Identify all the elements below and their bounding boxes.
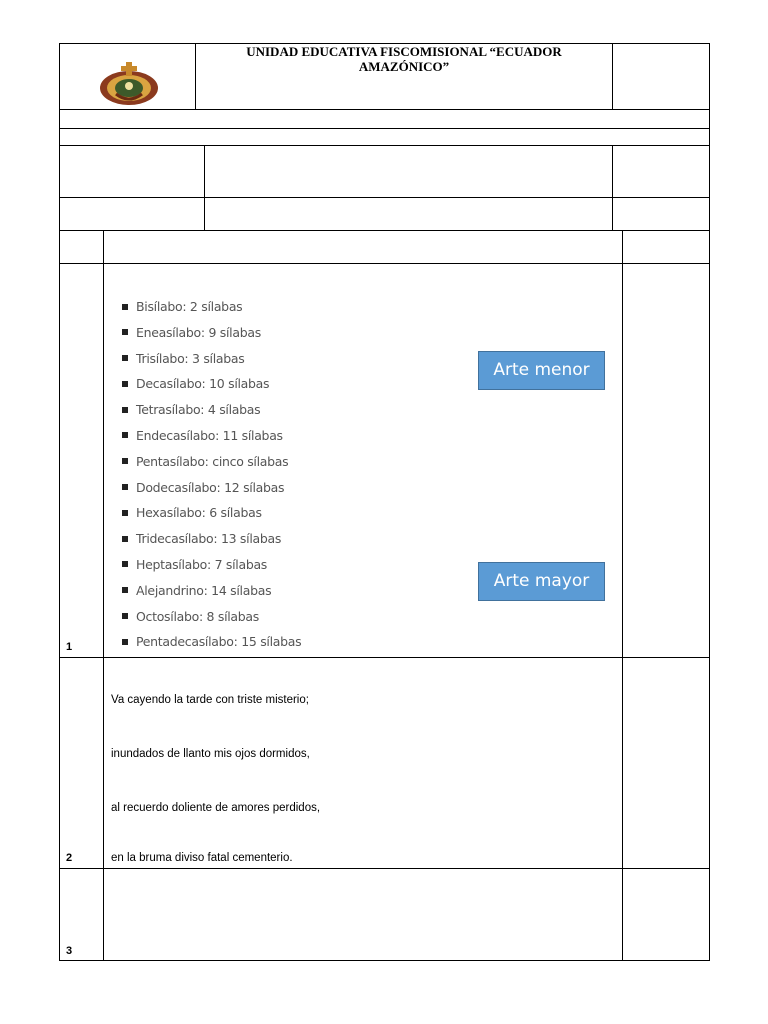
arte-menor-label: Arte menor bbox=[478, 351, 605, 390]
blank-row-a bbox=[59, 109, 710, 129]
list-item: Tetrasílabo: 4 sílabas bbox=[122, 397, 301, 423]
row-number-2: 2 bbox=[66, 852, 73, 864]
school-logo bbox=[96, 58, 162, 108]
square-bullet-icon bbox=[122, 458, 128, 464]
arte-mayor-label: Arte mayor bbox=[478, 562, 605, 601]
square-bullet-icon bbox=[122, 613, 128, 619]
list-item: Pentasílabo: cinco sílabas bbox=[122, 449, 301, 475]
list-item: Heptasílabo: 7 sílabas bbox=[122, 552, 301, 578]
row-number-3: 3 bbox=[66, 945, 73, 957]
blank-row-b bbox=[59, 128, 710, 146]
row-number-1: 1 bbox=[66, 641, 73, 653]
list-item: Endecasílabo: 11 sílabas bbox=[122, 423, 301, 449]
square-bullet-icon bbox=[122, 561, 128, 567]
square-bullet-icon bbox=[122, 355, 128, 361]
list-item: Pentadecasílabo: 15 sílabas bbox=[122, 629, 301, 655]
square-bullet-icon bbox=[122, 484, 128, 490]
list-item: Hexasílabo: 6 sílabas bbox=[122, 500, 301, 526]
school-title-line1: UNIDAD EDUCATIVA FISCOMISIONAL “ECUADOR bbox=[246, 44, 562, 59]
verse-line-3: al recuerdo doliente de amores perdidos, bbox=[111, 802, 321, 814]
square-bullet-icon bbox=[122, 381, 128, 387]
list-item: Decasílabo: 10 sílabas bbox=[122, 371, 301, 397]
list-item: Bisílabo: 2 sílabas bbox=[122, 294, 301, 320]
square-bullet-icon bbox=[122, 587, 128, 593]
list-item: Trisílabo: 3 sílabas bbox=[122, 346, 301, 372]
list-item: Tridecasílabo: 13 sílabas bbox=[122, 526, 301, 552]
square-bullet-icon bbox=[122, 536, 128, 542]
square-bullet-icon bbox=[122, 432, 128, 438]
school-title bbox=[196, 44, 612, 74]
square-bullet-icon bbox=[122, 407, 128, 413]
school-title-line2: AMAZÓNICO” bbox=[358, 59, 450, 74]
square-bullet-icon bbox=[122, 639, 128, 645]
list-item: Dodecasílabo: 12 sílabas bbox=[122, 475, 301, 501]
syllable-list bbox=[122, 294, 301, 655]
square-bullet-icon bbox=[122, 329, 128, 335]
verse-line-1: Va cayendo la tarde con triste misterio; bbox=[111, 694, 309, 706]
square-bullet-icon bbox=[122, 510, 128, 516]
verse-line-2: inundados de llanto mis ojos dormidos, bbox=[111, 748, 310, 760]
square-bullet-icon bbox=[122, 304, 128, 310]
list-item: Octosílabo: 8 sílabas bbox=[122, 604, 301, 630]
list-item: Alejandrino: 14 sílabas bbox=[122, 578, 301, 604]
verse-line-4: en la bruma diviso fatal cementerio. bbox=[111, 852, 293, 864]
list-item: Eneasílabo: 9 sílabas bbox=[122, 320, 301, 346]
